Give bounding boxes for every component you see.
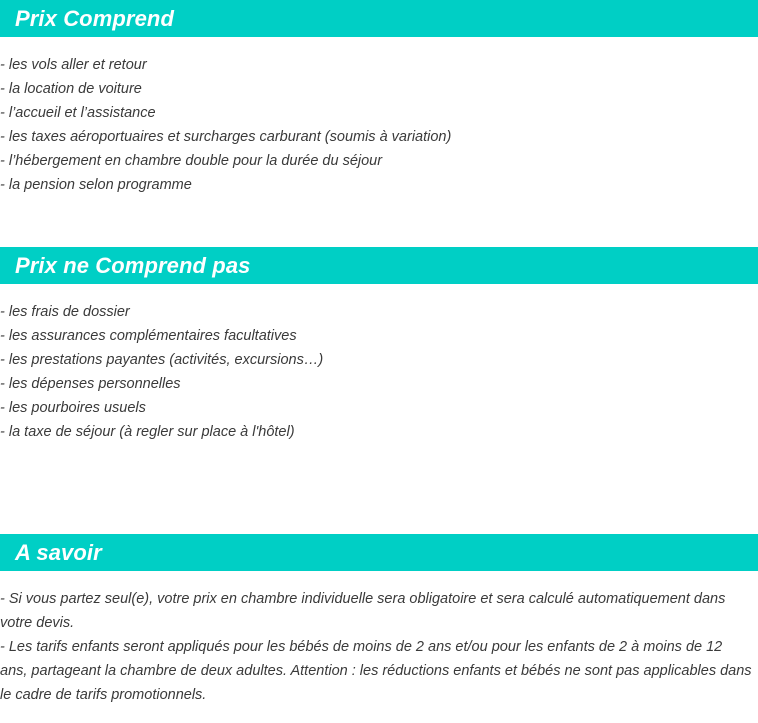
list-item: - les vols aller et retour [0,57,147,73]
list-item: - les frais de dossier [0,304,130,320]
list-item: - l’accueil et l’assistance [0,105,156,121]
list-item: - les assurances complémentaires facultatives [0,328,297,344]
list-item: - la pension selon programme [0,177,192,193]
list-item: - la location de voiture [0,81,142,97]
section-prix-comprend [0,0,758,197]
section-header [0,247,758,284]
list-item: - la taxe de séjour (à regler sur place à l'hôtel) [0,424,295,440]
section-title: A savoir [15,539,102,565]
section-header [0,0,758,37]
info-paragraph: - Les tarifs enfants seront appliqués pour les bébés de moins de 2 ans et/ou pour les enfants de 2 à moins de 12 ans, partageant la chambre de deux adultes. Attention : les réductions enfants et bébés ne sont pas applicables dans le cadre de tarifs promotionnels. [0,639,752,703]
section-title: Prix Comprend [15,5,174,31]
section-prix-ne-comprend-pas [0,247,758,444]
list-item: - les pourboires usuels [0,400,146,416]
info-paragraphs [0,587,758,707]
section-a-savoir [0,534,758,707]
list-item: - les prestations payantes (activités, excursions…) [0,352,324,368]
info-paragraph: - Si vous partez seul(e), votre prix en chambre individuelle sera obligatoire et sera calculé automatiquement dans votre devis. [0,591,726,631]
section-title: Prix ne Comprend pas [15,252,251,278]
section-header [0,534,758,571]
excluded-list [0,300,758,444]
list-item: - les taxes aéroportuaires et surcharges carburant (soumis à variation) [0,129,452,145]
list-item: - les dépenses personnelles [0,376,181,392]
included-list [0,53,758,197]
list-item: - l’hébergement en chambre double pour la durée du séjour [0,153,383,169]
